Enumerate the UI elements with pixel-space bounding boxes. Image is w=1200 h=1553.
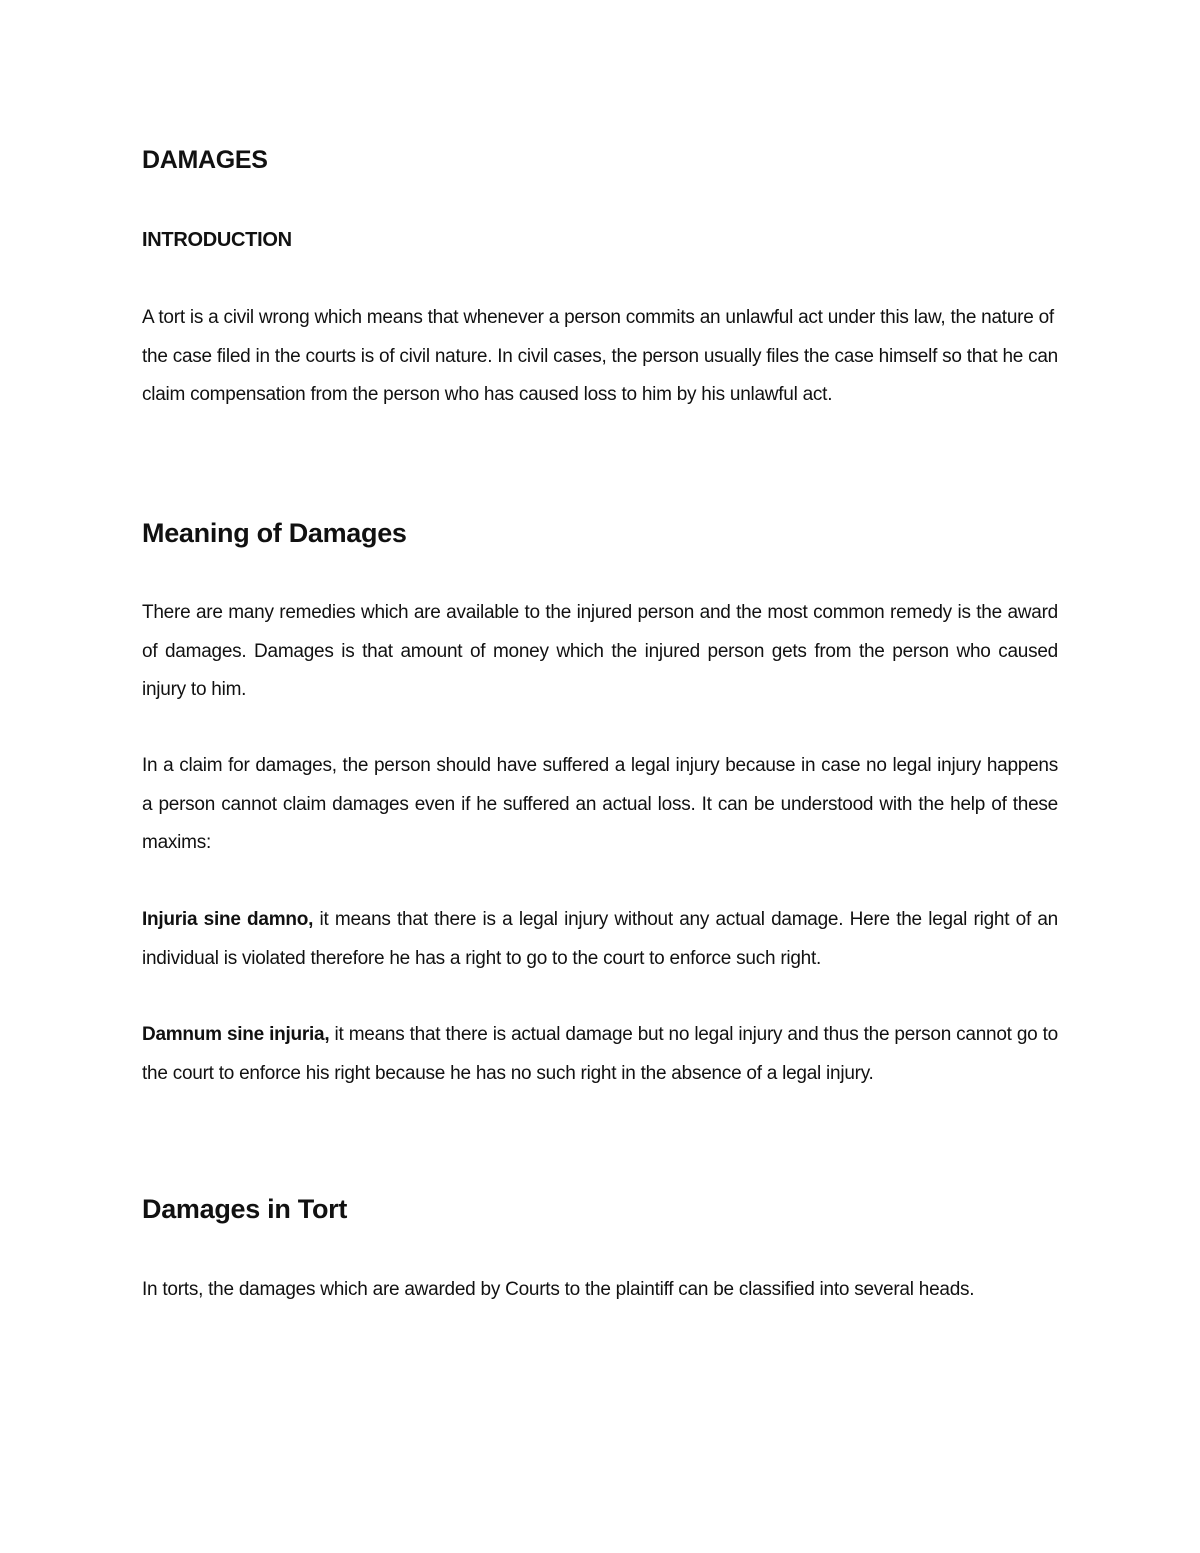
maxim-injuria-sine-damno (142, 901, 1058, 978)
maxim-term: Injuria sine damno, (142, 909, 314, 930)
document-title: DAMAGES (142, 146, 268, 174)
meaning-paragraph-2: In a claim for damages, the person should have suffered a legal injury because in case no legal injury happens a person cannot claim damages even if he suffered an actual loss. It can be understood with the help of these maxims: (142, 755, 1058, 853)
maxim-description: it means that there is a legal injury without any actual damage. Here the legal right of an individual is violated therefore he has a right to go to the court to enforce such right. (142, 909, 1058, 969)
maxim-description: it means that there is actual damage but no legal injury and thus the person cannot go to the court to enforce his right because he has no such right in the absence of a legal injury. (142, 1024, 1058, 1084)
damages-in-tort-heading: Damages in Tort (142, 1194, 348, 1224)
maxim-damnum-sine-injuria (142, 1016, 1058, 1093)
meaning-paragraph-1: There are many remedies which are available to the injured person and the most common remedy is the award of damages. Damages is that amount of money which the injured person gets from the person who caused injury to him. (142, 602, 1058, 700)
tort-paragraph: In torts, the damages which are awarded by Courts to the plaintiff can be classified into several heads. (142, 1279, 975, 1300)
introduction-heading: INTRODUCTION (142, 229, 292, 251)
meaning-of-damages-heading: Meaning of Damages (142, 518, 407, 548)
introduction-paragraph: A tort is a civil wrong which means that whenever a person commits an unlawful act under this law, the nature of the case filed in the courts is of civil nature. In civil cases, the person usually files the case himself so that he can claim compensation from the person who has caused loss to him by his unlawful act. (142, 307, 1059, 405)
maxim-term: Damnum sine injuria, (142, 1024, 330, 1045)
